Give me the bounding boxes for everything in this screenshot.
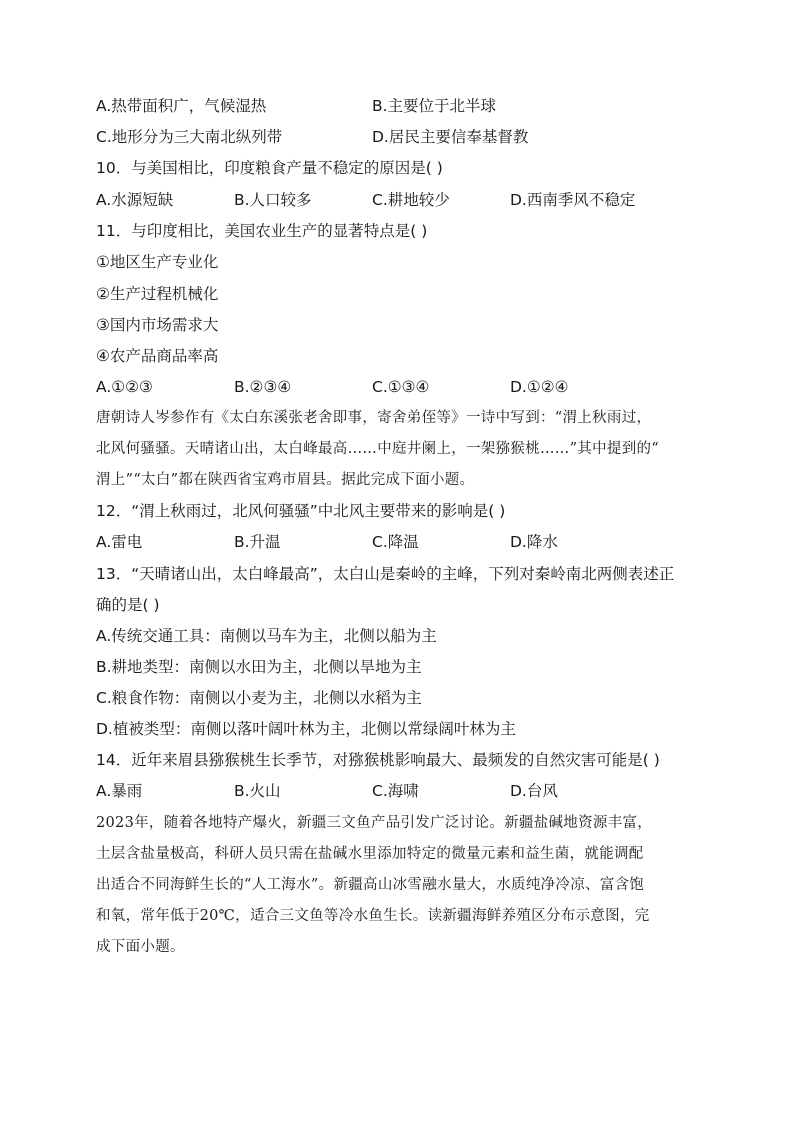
q9-option-b[interactable]: B.主要位于北半球 — [372, 97, 497, 115]
q13-option-d[interactable]: D.植被类型：南侧以落叶阔叶林为主，北侧以常绿阔叶林为主 — [96, 720, 516, 738]
passage-2-line-4: 和氧，常年低于20℃，适合三文鱼等冷水鱼生长。读新疆海鲜养殖区分布示意图，完 — [96, 908, 650, 924]
q9-option-d[interactable]: D.居民主要信奉基督教 — [372, 128, 529, 146]
passage-1-line-3: 渭上”“太白”都在陕西省宝鸡市眉县。据此完成下面小题。 — [96, 472, 475, 488]
q13-option-c[interactable]: C.粮食作物：南侧以小麦为主，北侧以水稻为主 — [96, 689, 422, 707]
passage-2-line-1: 2023年，随着各地特产爆火，新疆三文鱼产品引发广泛讨论。新疆盐碱地资源丰富， — [96, 815, 653, 831]
q13-stem-line-1: 13．“天晴诸山出，太白峰最高”，太白山是秦岭的主峰，下列对秦岭南北两侧表述正 — [96, 565, 675, 583]
passage-2-line-2: 土层含盐量极高，科研人员只需在盐碱水里添加特定的微量元素和益生菌，就能调配 — [96, 846, 644, 862]
q12-option-c[interactable]: C.降温 — [372, 533, 419, 551]
q11-option-a[interactable]: A.①②③ — [96, 378, 153, 396]
q11-item-4: ④农产品商品率高 — [96, 347, 219, 365]
q14-option-a[interactable]: A.暴雨 — [96, 782, 143, 800]
q11-option-c[interactable]: C.①③④ — [372, 378, 430, 396]
q9-option-a[interactable]: A.热带面积广，气候湿热 — [96, 97, 267, 115]
q10-option-a[interactable]: A.水源短缺 — [96, 191, 174, 209]
q12-option-d[interactable]: D.降水 — [510, 533, 558, 551]
q13-stem-line-2: 确的是( ) — [96, 596, 160, 614]
q14-option-d[interactable]: D.台风 — [510, 782, 558, 800]
q11-stem: 11．与印度相比，美国农业生产的显著特点是( ) — [96, 222, 428, 240]
q14-option-b[interactable]: B.火山 — [234, 782, 281, 800]
passage-2-line-5: 成下面小题。 — [96, 939, 185, 955]
q12-stem: 12．“渭上秋雨过，北风何骚骚”中北风主要带来的影响是( ) — [96, 502, 506, 520]
q11-option-d[interactable]: D.①②④ — [510, 378, 569, 396]
q12-option-b[interactable]: B.升温 — [234, 533, 281, 551]
q11-option-b[interactable]: B.②③④ — [234, 378, 292, 396]
q10-option-c[interactable]: C.耕地较少 — [372, 191, 450, 209]
q10-option-d[interactable]: D.西南季风不稳定 — [510, 191, 636, 209]
q11-item-3: ③国内市场需求大 — [96, 316, 219, 334]
q12-option-a[interactable]: A.雷电 — [96, 533, 143, 551]
q14-stem: 14．近年来眉县猕猴桃生长季节，对猕猴桃影响最大、最频发的自然灾害可能是( ) — [96, 751, 660, 769]
q11-item-2: ②生产过程机械化 — [96, 285, 219, 303]
q13-option-a[interactable]: A.传统交通工具：南侧以马车为主，北侧以船为主 — [96, 627, 437, 645]
passage-2-line-3: 出适合不同海鲜生长的“人工海水”。新疆高山冰雪融水量大，水质纯净冷凉、富含饱 — [96, 877, 645, 893]
passage-1-line-1: 唐朝诗人岑参作有《太白东溪张老舍即事，寄舍弟侄等》一诗中写到：“渭上秋雨过， — [96, 410, 652, 426]
q14-option-c[interactable]: C.海啸 — [372, 782, 419, 800]
q13-option-b[interactable]: B.耕地类型：南侧以水田为主，北侧以旱地为主 — [96, 658, 422, 676]
passage-1-line-2: 北风何骚骚。天晴诸山出，太白峰最高……中庭井阑上，一架猕猴桃……”其中提到的“ — [96, 441, 660, 457]
q9-option-c[interactable]: C.地形分为三大南北纵列带 — [96, 128, 283, 146]
q10-stem: 10．与美国相比，印度粮食产量不稳定的原因是( ) — [96, 159, 443, 177]
q10-option-b[interactable]: B.人口较多 — [234, 191, 312, 209]
q11-item-1: ①地区生产专业化 — [96, 253, 219, 271]
